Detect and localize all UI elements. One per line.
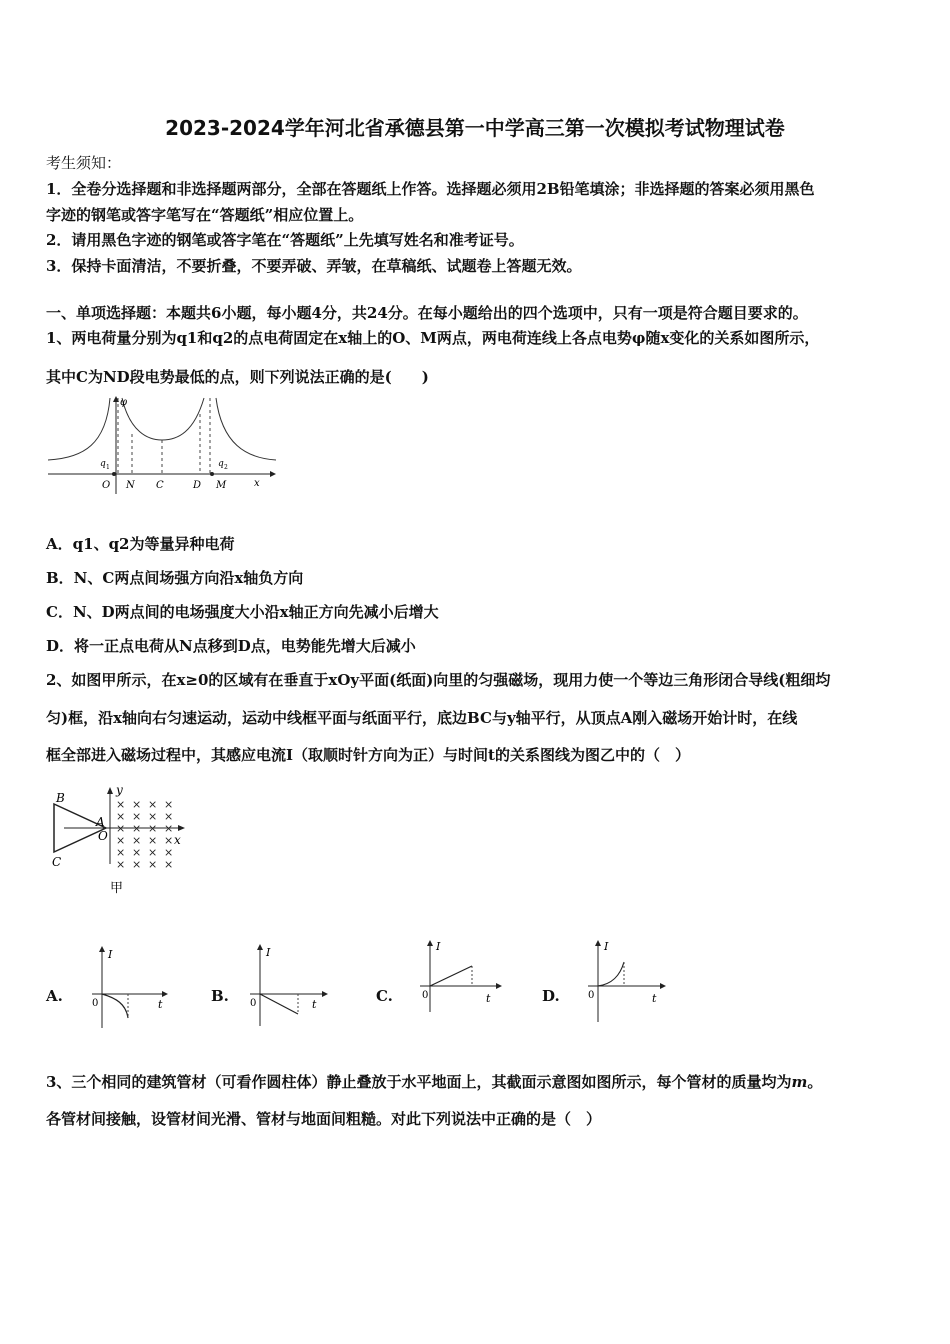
notice-item-1-cont: 字迹的钢笔或答字笔写在“答题纸”相应位置上。	[46, 206, 364, 224]
field-cross: ×	[132, 810, 142, 823]
q3-text-line1-main: 3、三个相同的建筑管材（可看作圆柱体）静止叠放于水平地面上，其截面示意图如图所示，每个管材的质量均为	[46, 1073, 792, 1091]
field-cross: ×	[116, 846, 126, 859]
field-cross: ×	[164, 834, 174, 847]
graph-label-M: M	[216, 480, 227, 491]
q3-text-line1	[46, 1071, 822, 1092]
q2-option-b-label-I: I	[266, 946, 271, 959]
graph-label-phi: φ	[120, 397, 128, 408]
q2-option-c-label-0: 0	[422, 990, 429, 1001]
q2-option-b-label-0: 0	[250, 998, 257, 1009]
field-cross: ×	[132, 822, 142, 835]
q2-option-a-label-0: 0	[92, 998, 99, 1009]
q3-period: 。	[807, 1073, 823, 1091]
q2-option-b-label-t: t	[312, 998, 317, 1011]
q2-option-a-label: A.	[46, 987, 63, 1005]
field-cross: ×	[148, 798, 158, 811]
field-cross: ×	[132, 846, 142, 859]
q2-option-c-label: C.	[376, 987, 393, 1005]
graph-label-q2-sub: 2	[224, 464, 228, 471]
graph-label-q1: q	[100, 459, 106, 469]
field-cross: ×	[148, 858, 158, 871]
field-cross: ×	[116, 858, 126, 871]
notice-item-2: 2．请用黑色字迹的钢笔或答字笔在“答题纸”上先填写姓名和准考证号。	[46, 231, 524, 249]
q3-mass-symbol: m	[791, 1073, 808, 1091]
fig-label-A: A	[96, 815, 105, 829]
magnetic-field-crosses	[116, 798, 173, 871]
q2-option-a-graph	[88, 944, 170, 1034]
q2-option-d-label: D.	[542, 987, 560, 1005]
q2-option-c-graph	[416, 936, 506, 1016]
q1-text-line2: 其中C为ND段电势最低的点，则下列说法正确的是( )	[46, 368, 429, 386]
field-cross: ×	[148, 846, 158, 859]
q2-option-d-label-I: I	[604, 940, 609, 953]
field-cross: ×	[116, 834, 126, 847]
q3-text-line2: 各管材间接触，设管材间光滑、管材与地面间粗糙。对此下列说法中正确的是（ ）	[46, 1110, 602, 1128]
graph-label-q1-sub: 1	[106, 464, 110, 471]
q1-option-d: D．将一正点电荷从N点移到D点，电势能先增大后减小	[46, 637, 416, 655]
field-cross: ×	[148, 822, 158, 835]
q1-option-c: C．N、D两点间的电场强度大小沿x轴正方向先减小后增大	[46, 603, 439, 621]
q2-option-c-label-t: t	[486, 992, 491, 1005]
q2-figure-jia	[44, 782, 194, 898]
section-heading: 一、单项选择题：本题共6小题，每小题4分，共24分。在每小题给出的四个选项中，只有一项是符合题目要求的。	[46, 304, 808, 322]
graph-label-O: O	[102, 480, 111, 491]
field-cross: ×	[116, 810, 126, 823]
graph-label-x: x	[254, 478, 260, 489]
q2-option-d-graph	[584, 936, 670, 1026]
q2-option-b-graph	[246, 940, 330, 1030]
q2-text-line3: 框全部进入磁场过程中，其感应电流I（取顺时针方向为正）与时间t的关系图线为图乙中的（ ）	[46, 746, 690, 764]
fig-label-B: B	[56, 791, 65, 805]
field-cross: ×	[164, 822, 174, 835]
fig-caption: 甲	[110, 881, 124, 896]
notice-item-1: 1．全卷分选择题和非选择题两部分，全部在答题纸上作答。选择题必须用2B铅笔填涂；非选择题的答案必须用黑色	[46, 180, 815, 198]
notice-item-3: 3．保持卡面清洁，不要折叠，不要弄破、弄皱，在草稿纸、试题卷上答题无效。	[46, 257, 582, 275]
field-cross: ×	[132, 798, 142, 811]
field-cross: ×	[116, 798, 126, 811]
page-title: 2023-2024学年河北省承德县第一中学高三第一次模拟考试物理试卷	[165, 116, 785, 140]
fig-label-C: C	[52, 855, 62, 869]
field-cross: ×	[132, 834, 142, 847]
q2-text-line2: 匀)框，沿x轴向右匀速运动，运动中线框平面与纸面平行，底边BC与y轴平行，从顶点A刚入磁场开始计时，在线	[46, 709, 798, 727]
field-cross: ×	[148, 834, 158, 847]
graph-label-C: C	[156, 480, 164, 491]
field-cross: ×	[164, 798, 174, 811]
q1-potential-graph	[44, 394, 280, 498]
graph-label-N: N	[126, 480, 135, 491]
q2-option-d-label-0: 0	[588, 990, 595, 1001]
q2-text-line1: 2、如图甲所示，在x≥0的区域有在垂直于xOy平面(纸面)向里的匀强磁场，现用力使一个等边三角形闭合导线(粗细均	[46, 671, 831, 689]
q2-option-b-label: B.	[211, 987, 229, 1005]
field-cross: ×	[116, 822, 126, 835]
fig-label-x: x	[174, 833, 181, 847]
q1-option-b: B．N、C两点间场强方向沿x轴负方向	[46, 569, 304, 587]
q2-option-c-label-I: I	[436, 940, 441, 953]
fig-label-y: y	[116, 783, 123, 797]
notice-heading: 考生须知：	[46, 154, 122, 172]
field-cross: ×	[164, 810, 174, 823]
graph-label-q2: q	[218, 459, 224, 469]
q2-option-a-label-t: t	[158, 998, 163, 1011]
graph-label-D: D	[193, 480, 202, 491]
q2-option-a-label-I: I	[108, 948, 113, 961]
field-cross: ×	[132, 858, 142, 871]
field-cross: ×	[164, 846, 174, 859]
q1-option-a: A．q1、q2为等量异种电荷	[46, 535, 235, 553]
field-cross: ×	[148, 810, 158, 823]
field-cross: ×	[164, 858, 174, 871]
q1-text-line1: 1、两电荷量分别为q1和q2的点电荷固定在x轴上的O、M两点，两电荷连线上各点电势φ随x变化的关系如图所示，	[46, 329, 820, 347]
fig-label-O: O	[98, 829, 108, 843]
q2-option-d-label-t: t	[652, 992, 657, 1005]
